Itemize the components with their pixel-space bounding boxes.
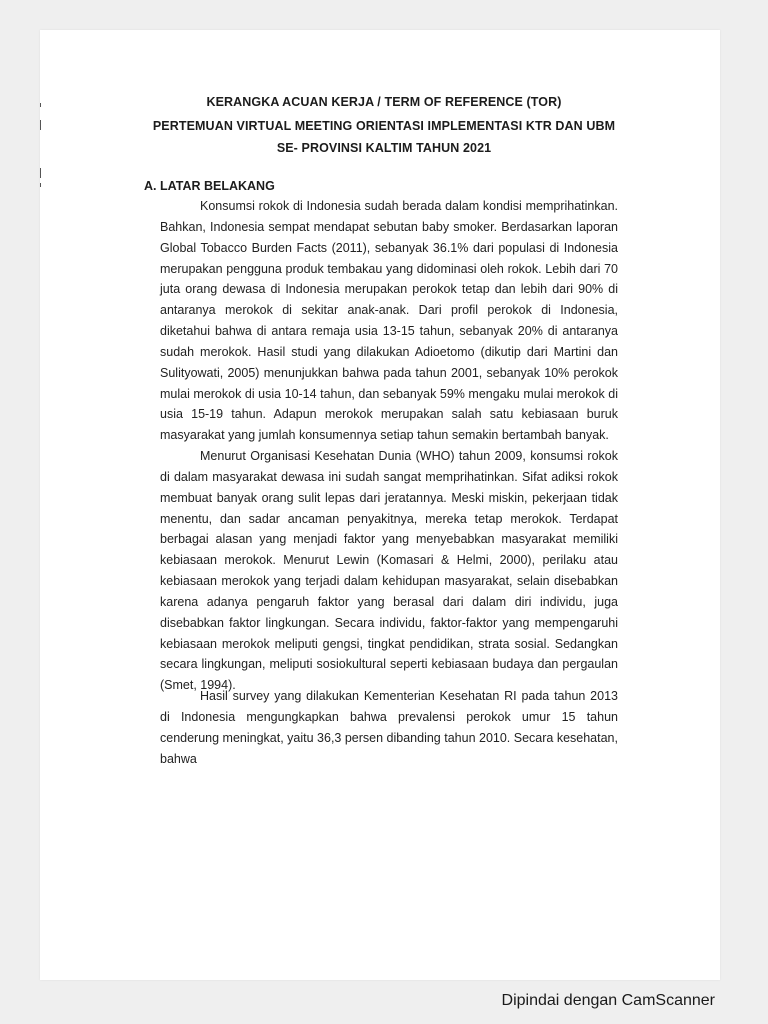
body-paragraph-3: Hasil survey yang dilakukan Kementerian Kesehatan RI pada tahun 2013 di Indonesia mengungkapkan bahwa prevalensi perokok umur 15 tahun cenderung meningkat, yaitu 36,3 persen dibanding tahun 2010. Secara kesehatan, bahwa: [160, 689, 618, 766]
body-paragraph-1: Konsumsi rokok di Indonesia sudah berada dalam kondisi memprihatinkan. Bahkan, Indonesia sempat mendapat sebutan baby smoker. Berdasarkan laporan Global Tobacco Burden Facts (2011), sebanyak 36.1% dari populasi di Indonesia merupakan pengguna produk tembakau yang didominasi oleh rokok. Lebih dari 70 juta orang dewasa di Indonesia merupakan perokok tetap dan lebih dari 90% di antaranya merokok di sekitar anak-anak. Dari profil perokok di Indonesia, diketahui bahwa di antara remaja usia 13-15 tahun, sebanyak 20% di antaranya sudah merokok. Hasil studi yang dilakukan Adioetomo (dikutip dari Martini dan Sulityowati, 2005) menunjukkan bahwa pada tahun 2001, sebanyak 10% perokok mulai merokok di usia 10-14 tahun, dan sebanyak 59% mengaku mulai merokok di usia 15-19 tahun. Adapun merokok merupakan salah satu kebiasaan buruk masyarakat yang jumlah konsumennya setiap tahun semakin bertambah banyak.: [160, 199, 618, 443]
document-title-line-3: SE- PROVINSI KALTIM TAHUN 2021: [276, 141, 492, 155]
section-heading: [144, 179, 275, 193]
margin-mark: [40, 183, 41, 187]
margin-mark: [40, 168, 41, 178]
section-number: A.: [144, 179, 157, 193]
document-title-line-1: KERANGKA ACUAN KERJA / TERM OF REFERENCE (TOR): [206, 95, 562, 109]
body-paragraph-2: Menurut Organisasi Kesehatan Dunia (WHO) tahun 2009, konsumsi rokok di dalam masyarakat dewasa ini sudah sangat memprihatinkan. Sifat adiksi rokok membuat banyak orang sulit lepas dari jeratannya. Meski miskin, pekerjaan tidak menentu, dan sadar ancaman penyakitnya, mereka tetap merokok. Terdapat berbagai alasan yang menjadi faktor yang menyebabkan masyarakat memiliki kebiasaan merokok. Menurut Lewin (Komasari & Helmi, 2000), perilaku atau kebiasaan merokok yang terjadi dalam kehidupan masyarakat, selain disebabkan karena adanya pengaruh faktor yang berasal dari dalam diri individu, juga disebabkan faktor lingkungan. Secara individu, faktor-faktor yang mempengaruhi kebiasaan merokok meliputi gengsi, tingkat pendidikan, strata sosial. Sedangkan secara lingkungan, meliputi sosiokultural seperti kebiasaan budaya dan pergaulan (Smet, 1994).: [160, 449, 618, 693]
document-title-line-2: PERTEMUAN VIRTUAL MEETING ORIENTASI IMPLEMENTASI KTR DAN UBM: [152, 119, 616, 133]
section-title: LATAR BELAKANG: [160, 179, 275, 193]
camscanner-watermark: Dipindai dengan CamScanner: [501, 992, 715, 1009]
